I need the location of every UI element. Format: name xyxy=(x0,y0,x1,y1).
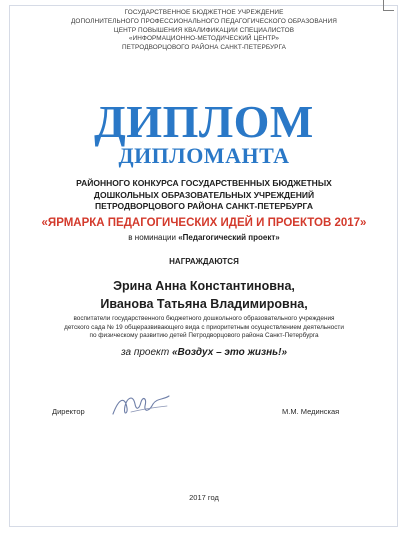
diploma-title: ДИПЛОМ xyxy=(94,96,314,147)
nomination-prefix: в номинации xyxy=(128,233,176,242)
recipients-description xyxy=(0,315,408,341)
signatory-name: М.М. Мединская xyxy=(282,407,340,416)
organization-line: ГОСУДАРСТВЕННОЕ БЮДЖЕТНОЕ УЧРЕЖДЕНИЕ xyxy=(124,9,284,16)
recipients xyxy=(0,277,408,313)
diploma-subtitle: ДИПЛОМАНТА xyxy=(118,143,290,168)
contest-line: ПЕТРОДВОРЦОВОГО РАЙОНА САНКТ-ПЕТЕРБУРГА xyxy=(95,201,313,211)
diploma-year: 2017 год xyxy=(189,493,219,502)
organization-header xyxy=(0,9,408,53)
recipient-name: Эрина Анна Константиновна, xyxy=(113,279,295,293)
organization-line: «ИНФОРМАЦИОННО-МЕТОДИЧЕСКИЙ ЦЕНТР» xyxy=(128,35,280,43)
organization-line: ПЕТРОДВОРЦОВОГО РАЙОНА САНКТ-ПЕТЕРБУРГА xyxy=(121,44,287,52)
project xyxy=(0,346,408,359)
recipient-name: Иванова Татьяна Владимировна, xyxy=(100,297,308,311)
nomination xyxy=(0,232,408,244)
awarded-heading: НАГРАЖДАЮТСЯ xyxy=(169,257,239,266)
organization-line: ЦЕНТР ПОВЫШЕНИЯ КВАЛИФИКАЦИИ СПЕЦИАЛИСТОВ xyxy=(113,26,295,34)
project-prefix: за проект xyxy=(120,347,170,358)
signature-image xyxy=(109,388,177,422)
description-line: по физическому развитию детей Петродворцового района Санкт-Петербурга xyxy=(89,332,319,340)
signatory-role: Директор xyxy=(52,407,85,416)
nomination-value: «Педагогический проект» xyxy=(178,233,280,242)
organization-line: ДОПОЛНИТЕЛЬНОГО ПРОФЕССИОНАЛЬНОГО ПЕДАГОГИЧЕСКОГО ОБРАЗОВАНИЯ xyxy=(71,17,337,25)
description-line: воспитатели государственного бюджетного дошкольного образовательного учреждения xyxy=(73,315,335,322)
event-name: «ЯРМАРКА ПЕДАГОГИЧЕСКИХ ИДЕЙ И ПРОЕКТОВ 2017» xyxy=(41,217,367,229)
description-line: детского сада № 19 общеразвивающего вида с приоритетным осуществлением деятельности xyxy=(64,323,344,331)
contest-line: ДОШКОЛЬНЫХ ОБРАЗОВАТЕЛЬНЫХ УЧРЕЖДЕНИЙ xyxy=(93,189,315,200)
contest-description xyxy=(0,178,408,213)
project-title: «Воздух – это жизнь!» xyxy=(172,347,288,358)
contest-line: РАЙОННОГО КОНКУРСА ГОСУДАРСТВЕННЫХ БЮДЖЕТНЫХ xyxy=(76,178,332,188)
